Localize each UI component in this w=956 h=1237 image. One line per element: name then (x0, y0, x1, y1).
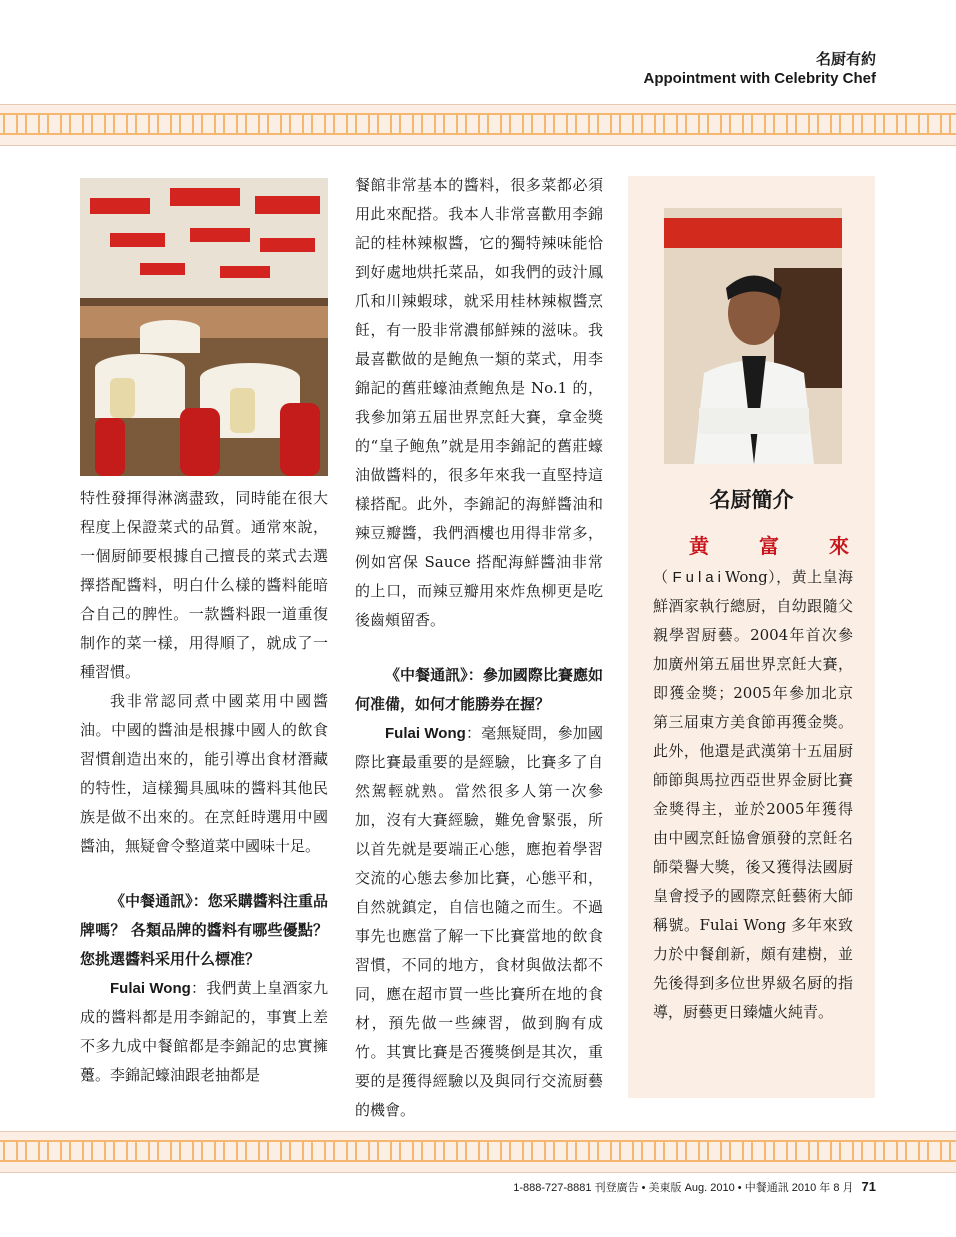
restaurant-photo (80, 178, 328, 476)
sidebar-body (653, 532, 853, 1027)
sidebar-bio: Wong），黄上皇海鮮酒家執行總厨，自幼跟隨父親學習厨藝。2004年首次參加廣州第五届世界烹飪大賽，即獲金獎；2005年參加北京第三届東方美食節再獲金獎。此外，他還是武漢第十五届厨師節與馬拉西亞世界金厨比賽金獎得主，並於2005年獲得由中國烹飪協會頒發的烹飪名師榮譽大獎，後又獲得法國厨皇會授予的國際烹飪藝術大師稱號。Fulai Wong 多年來致力於中餐創新，頗有建樹，並先後得到多位世界級名厨的指導，厨藝更日臻爐火純青。 (653, 568, 853, 1021)
column-2 (355, 171, 603, 1125)
chef-portrait-photo (664, 208, 842, 464)
footer-text: 1-888-727-8881 刊登廣告 • 美東版 Aug. 2010 • 中餐通訊 2010 年 8 月 (513, 1182, 854, 1194)
page-number: 71 (861, 1179, 876, 1194)
speaker-name: Fulai Wong (110, 980, 191, 997)
page-footer (513, 1179, 876, 1195)
column-1 (80, 484, 328, 1090)
answer-text: ：毫無疑問，參加國際比賽最重要的是經驗，比賽多了自然駕輕就熟。當然很多人第一次參加，沒有大賽經驗，難免會緊張，所以首先就是要端正心態，應抱着學習交流的心態去參加比賽，心態平和，自然就鎮定，自信也隨之而生。不過事先也應當了解一下比賽當地的飲食習慣，不同的地方，食材與做法都不同，應在超市買一些比賽所在地的食材，預先做一些練習，做到胸有成竹。其實比賽是否獲獎倒是其次，重要的是獲得經驗以及與同行交流厨藝的機會。 (355, 724, 603, 1119)
chef-name-cn: 黄富來 (689, 534, 853, 558)
paragraph: 特性發揮得淋漓盡致，同時能在很大程度上保證菜式的品質。通常來說，一個厨師要根據自己擅長的菜式去選擇搭配醬料，明白什么樣的醬料能暗合自己的脾性。一款醬料跟一道重復制作的菜一樣，用得順了，就成了一種習慣。 (80, 489, 328, 681)
paragraph: 餐館非常基本的醬料，很多菜都必須用此來配搭。我本人非常喜歡用李錦記的桂林辣椒醬，它的獨特辣味能恰到好處地烘托菜品，如我們的豉汁鳳爪和川辣蝦球，就采用桂林辣椒醬烹飪，有一股非常濃郁鮮辣的滋味。我最喜歡做的是鲍魚一類的菜式，用李錦記的舊莊蠔油煮鲍魚是 No.1 的，我參加第五届世界烹飪大賽，拿金獎的“皇子鲍魚”就是用李錦記的舊莊蠔油做醬料的，很多年來我一直堅持這樣搭配。此外，李錦記的海鮮醬油和辣豆瓣醬，我們酒樓也用得非常多，例如宮保 Sauce 搭配海鮮醬油非常的上口，而辣豆瓣用來炸魚柳更是吃後齒頰留香。 (355, 176, 603, 629)
section-title-cn: 名厨有約 (815, 50, 876, 68)
answer-text: ：我們黄上皇酒家九成的醬料都是用李錦記的，事實上差不多九成中餐館都是李錦記的忠實擁躉。李錦記蠔油跟老抽都是 (80, 979, 328, 1084)
chef-name-en: （Fulai (653, 569, 725, 586)
question-heading: 《中餐通訊》：您采購醬料注重品牌嗎？ 各類品牌的醬料有哪些優點？您挑選醬料采用什么標准？ (80, 892, 328, 968)
sidebar-title: 名厨簡介 (709, 488, 794, 512)
answer-paragraph (80, 974, 328, 1090)
top-pattern-band (0, 104, 956, 146)
paragraph: 我非常認同煮中國菜用中國醬油。中國的醬油是根據中國人的飲食習慣創造出來的，能引導出食材潛藏的特性，這樣獨具風味的醬料其他民族是做不出來的。在烹飪時選用中國醬油，無疑會令整道菜中國味十足。 (80, 692, 328, 855)
bottom-pattern-band (0, 1131, 956, 1173)
speaker-name: Fulai Wong (385, 725, 466, 742)
question-heading: 《中餐通訊》：參加國際比賽應如何准備，如何才能勝券在握？ (355, 666, 603, 713)
section-title-en: Appointment with Celebrity Chef (643, 70, 876, 87)
answer-paragraph (355, 719, 603, 1125)
